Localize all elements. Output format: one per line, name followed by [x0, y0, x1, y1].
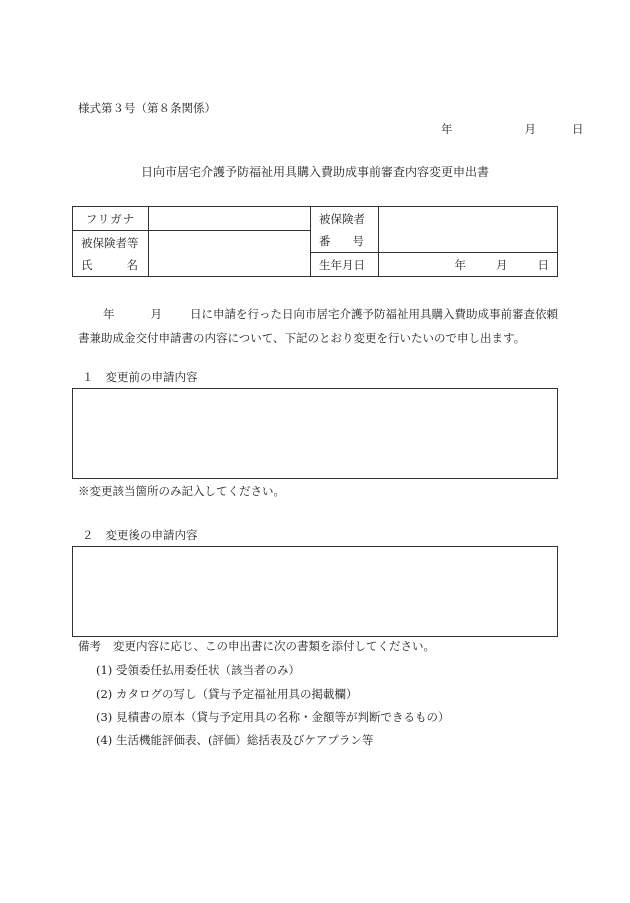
insured-name-field[interactable] [149, 231, 311, 277]
insured-label-ban: 番 [319, 233, 331, 248]
document-title: 日向市居宅介護予防福祉用具購入費助成事前審査内容変更申出書 [140, 165, 489, 179]
birth-day: 日 [537, 257, 549, 272]
declaration-year: 年 [103, 307, 115, 321]
section-2-label: 変更後の申請内容 [105, 528, 198, 542]
birthdate-label: 生年月日 [311, 253, 379, 277]
declaration-line-2: 書兼助成金交付申請書の内容について、下記のとおり変更を行いたいので申し出ます。 [78, 331, 526, 345]
section-2-number: ２ [82, 528, 94, 542]
declaration-rest: 日に申請を行った日向市居宅介護予防福祉用具購入費助成事前審査依頼 [190, 307, 558, 321]
birth-year: 年 [454, 257, 466, 272]
declaration-month: 月 [150, 307, 162, 321]
form-number: 様式第３号（第８条関係） [78, 101, 216, 115]
remarks-item-1: (1) 受領委任払用委任状（該当者のみ） [96, 663, 300, 677]
after-change-box[interactable] [72, 546, 558, 637]
insured-number-field[interactable] [379, 207, 558, 253]
remarks-item-4: (4) 生活機能評価表、(評価）総括表及びケアプラン等 [96, 733, 374, 747]
submission-date [441, 124, 584, 136]
remarks-line [78, 641, 435, 653]
section-1-number: １ [82, 370, 94, 384]
declaration-paragraph [78, 302, 558, 350]
name-label-line2 [73, 254, 148, 276]
section-2-heading [82, 530, 198, 542]
remarks-text: 変更内容に応じ、この申出書に次の書類を添付してください。 [113, 639, 435, 653]
remarks-label: 備考 [78, 639, 101, 653]
birthdate-field[interactable] [379, 253, 558, 277]
note-text: ※変更該当箇所のみ記入してください。 [78, 484, 285, 498]
insured-name-label [73, 231, 149, 277]
declaration-line-1 [78, 302, 558, 326]
date-year: 年 [441, 122, 453, 136]
remarks-item-3: (3) 見積書の原本（貸与予定用具の名称・金額等が判断できるもの） [96, 710, 450, 724]
remarks-item-2: (2) カタログの写し（貸与予定福祉用具の掲載欄） [96, 687, 358, 701]
section-1-label: 変更前の申請内容 [105, 370, 198, 384]
furigana-label: フリガナ [73, 207, 149, 231]
name-label-mei: 名 [126, 257, 138, 272]
before-change-box[interactable] [72, 388, 558, 479]
name-label-line1: 被保険者等 [81, 235, 139, 250]
birthdate-units [379, 257, 557, 273]
insured-label-line2 [311, 230, 378, 252]
birth-month: 月 [496, 257, 508, 272]
applicant-info-table [72, 206, 558, 277]
insured-label-line1: 被保険者 [319, 211, 365, 226]
furigana-field[interactable] [149, 207, 311, 231]
date-month: 月 [524, 122, 536, 136]
insured-number-label [311, 207, 379, 253]
insured-label-go: 号 [352, 233, 364, 248]
name-label-shi: 氏 [81, 257, 93, 272]
date-day: 日 [572, 122, 584, 136]
section-1-heading [82, 372, 198, 384]
